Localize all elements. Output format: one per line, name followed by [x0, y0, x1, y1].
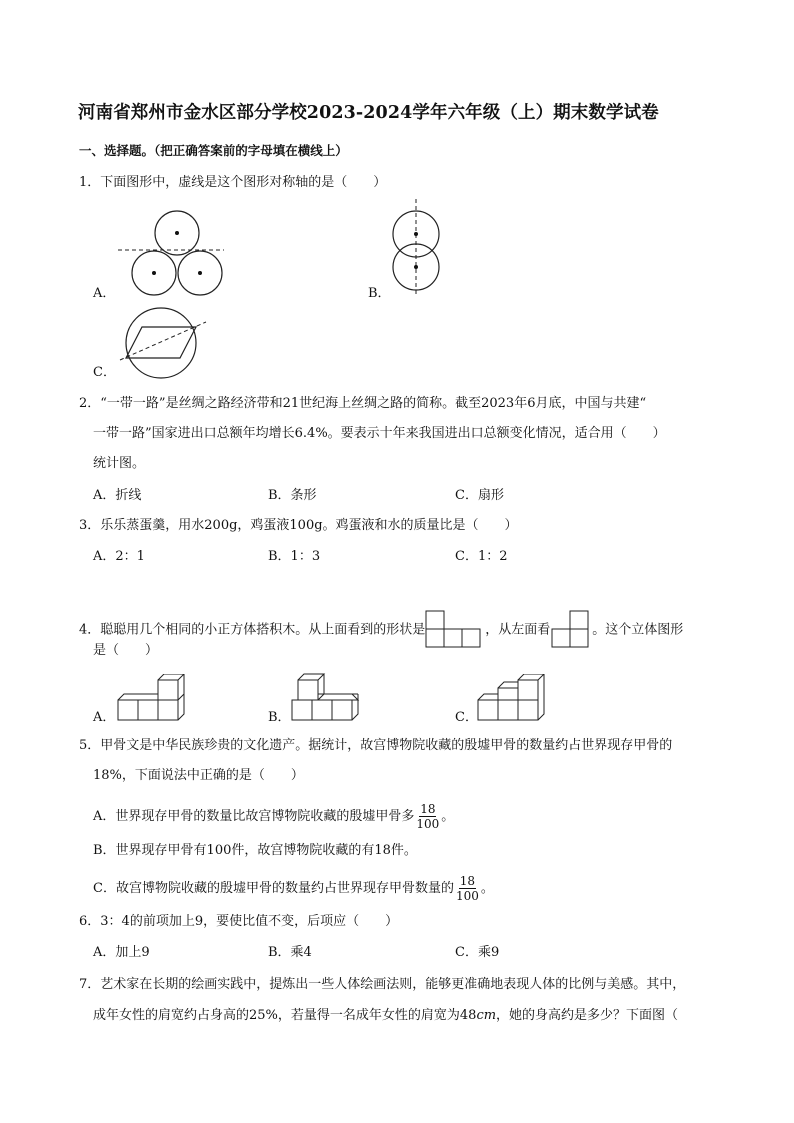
q5-option-a-end: 。: [441, 809, 455, 824]
question-1-stem: 1．下面图形中，虚线是这个图形对称轴的是（ ）: [79, 175, 387, 190]
question-6-stem: 6．3：4的前项加上9，要使比值不变，后项应（ ）: [79, 914, 399, 929]
question-7-line-2: [93, 1007, 678, 1025]
q5-option-a-fraction: [415, 802, 440, 831]
q4-option-c-label: C．: [455, 710, 478, 725]
question-2-line-3: 统计图。: [93, 456, 146, 471]
q4-option-a-figure: [116, 674, 192, 724]
q4-option-a-label: A．: [93, 710, 116, 725]
question-2-line-2: 一带一路”国家进出口总额年均增长6.4%。要表示十年来我国进出口总额变化情况，适合用（ ）: [93, 426, 666, 441]
question-2-line-1: 2．“一带一路”是丝绸之路经济带和21世纪海上丝绸之路的简称。截至2023年6月底，中国与共建“: [79, 396, 647, 411]
page-title: 河南省郑州市金水区部分学校2023-2024学年六年级（上）期末数学试卷: [78, 103, 659, 123]
q6-option-a: A．加上9: [93, 945, 150, 960]
q2-option-b: B．条形: [268, 488, 317, 503]
q5-option-c-text: C．故宫博物院收藏的殷墟甲骨的数量约占世界现存甲骨数量的: [93, 881, 454, 896]
q4-text-part-1: 4．聪聪用几个相同的小正方体搭积木。从上面看到的形状是: [79, 622, 426, 638]
question-4-line-1: [79, 610, 683, 650]
q5-option-a: [93, 802, 454, 831]
q1-option-a-figure: [112, 206, 232, 302]
fraction-numerator: 18: [420, 802, 436, 816]
q5-option-c: [93, 874, 494, 903]
fraction-numerator: 18: [459, 874, 476, 888]
q6-option-b: B．乘4: [268, 945, 312, 960]
question-4-line-2: 是（ ）: [93, 643, 159, 658]
q1-option-c-figure: [114, 306, 214, 386]
fraction-denominator: 100: [455, 889, 479, 903]
q4-text-part-3: 。这个立体图形: [592, 622, 684, 638]
q5-option-c-end: 。: [480, 881, 494, 896]
q1-option-b-figure: [388, 197, 444, 297]
q5-option-b: B．世界现存甲骨有100件，故宫博物院收藏的有18件。: [93, 843, 417, 858]
question-5-line-1: 5．甲骨文是中华民族珍贵的文化遗产。据统计，故宫博物院收藏的殷墟甲骨的数量约占世界现存甲骨的: [79, 738, 673, 753]
q3-option-b: B．1：3: [268, 549, 321, 564]
q7-line-2-text-b: ，她的身高约是多少？下面图（: [496, 1008, 679, 1023]
q7-unit: cm: [476, 1008, 497, 1023]
q2-option-a: A．折线: [93, 488, 142, 503]
fraction-denominator: 100: [416, 817, 440, 831]
q3-option-c: C．1：2: [455, 549, 508, 564]
q5-option-c-fraction: [455, 874, 480, 903]
q4-text-part-2: ，从左面看: [485, 622, 551, 638]
q4-top-view-figure: [425, 610, 485, 650]
q4-option-b-figure: [290, 668, 360, 724]
question-5-line-2: 18%，下面说法中正确的是（ ）: [93, 768, 304, 783]
q1-option-c-label: C．: [93, 365, 116, 380]
q1-option-a-label: A．: [93, 286, 116, 301]
q6-option-c: C．乘9: [455, 945, 500, 960]
question-7-line-1: 7．艺术家在长期的绘画实践中，提炼出一些人体绘画法则，能够更准确地表现人体的比例与美感。其中，: [79, 977, 686, 992]
q3-option-a: A．2：1: [93, 549, 145, 564]
q7-line-2-text-a: 成年女性的肩宽约占身高的25%，若量得一名成年女性的肩宽为48: [93, 1008, 477, 1023]
q4-left-view-figure: [550, 610, 592, 650]
q4-option-c-figure: [476, 674, 548, 724]
q4-option-b-label: B．: [268, 710, 291, 725]
question-3-stem: 3．乐乐蒸蛋羹，用水200g，鸡蛋液100g。鸡蛋液和水的质量比是（ ）: [79, 518, 518, 533]
q2-option-c: C．扇形: [455, 488, 504, 503]
q5-option-a-text: A．世界现存甲骨的数量比故宫博物院收藏的殷墟甲骨多: [93, 809, 415, 824]
q1-option-b-label: B．: [368, 286, 391, 301]
section-heading: 一、选择题。（把正确答案前的字母填在横线上）: [79, 143, 348, 158]
